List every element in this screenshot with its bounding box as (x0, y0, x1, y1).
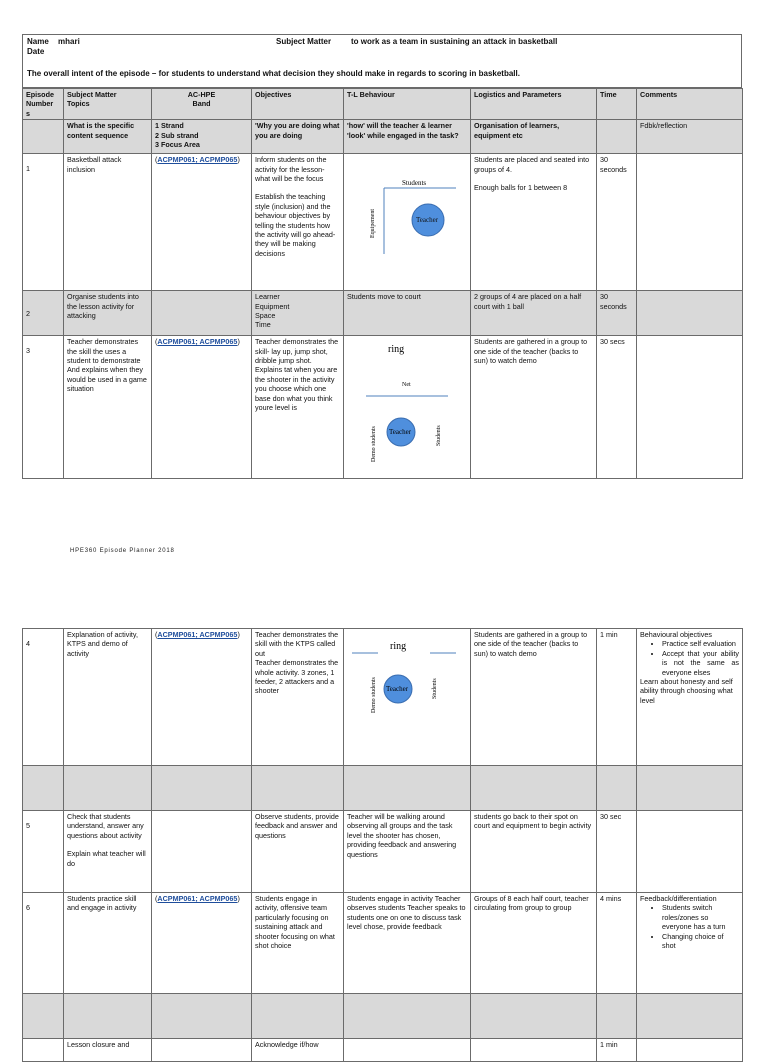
ring-label: ring (390, 641, 407, 652)
objectives-cell: Teacher demonstrates the skill with the KTPS called out Teacher demonstrates the whole activity. 3 zones, 1 feeder, 2 attackers and a shooter (252, 629, 344, 766)
curriculum-link[interactable]: ACPMP061; ACPMP065 (157, 337, 238, 347)
objectives-cell: Teacher demonstrates the skill- lay up, jump shot, dribble jump shot. Explains tat when you are the shooter in the activity you choose which one base don what you think youre level is (252, 336, 344, 479)
episode-number: 5 (23, 811, 64, 893)
logistics-cell: Students are gathered in a group to one side of the teacher (backs to sun) to watch demo (471, 336, 597, 479)
sub-logistics: Organisation of learners, equipment etc (471, 120, 597, 154)
table-row (23, 811, 743, 893)
table-row (23, 893, 743, 994)
table-row (23, 291, 743, 336)
time-cell: 30 sec (597, 811, 637, 893)
table-row (23, 154, 743, 291)
topic-cell: Check that students understand, answer any questions about activity Explain what teacher will do (64, 811, 152, 893)
demo-students-label: Demo students (371, 677, 377, 713)
episode-table-page-2 (22, 628, 743, 1062)
time-cell: 30 secs (597, 336, 637, 479)
col-episode-number: Episode Number s (23, 89, 64, 120)
logistics-cell: Groups of 8 each half court, teacher circulating from group to group (471, 893, 597, 994)
sub-tl-behaviour: 'how' will the teacher & learner 'look' while engaged in the task? (344, 120, 471, 154)
teacher-label: Teacher (416, 216, 439, 225)
col-band: AC-HPE Band (152, 89, 252, 120)
tl-diagram-cell (344, 336, 471, 479)
time-cell: 30 seconds (597, 154, 637, 291)
time-cell: 30 seconds (597, 291, 637, 336)
subheader-row (23, 120, 743, 154)
objectives-cell: Acknowledge if/how (252, 1039, 344, 1062)
objectives-cell: Observe students, provide feedback and answer and questions (252, 811, 344, 893)
comments-cell: Feedback/differentiation • Students switch roles/zones so everyone has a turn • Changing choice of shot (637, 893, 743, 994)
table-row (23, 629, 743, 766)
band-cell: (ACPMP061; ACPMP065) (152, 154, 252, 291)
col-comments: Comments (637, 89, 743, 120)
topic-cell: Explanation of activity, KTPS and demo of activity (64, 629, 152, 766)
time-cell: 1 min (597, 1039, 637, 1062)
overall-intent: The overall intent of the episode – for students to understand what decision they should make in regards to scoring in basketball. (27, 69, 520, 78)
name-label: Name (27, 37, 49, 46)
list-item: • Changing choice of shot (662, 932, 739, 951)
band-cell: (ACPMP061; ACPMP065) (152, 629, 252, 766)
col-time: Time (597, 89, 637, 120)
date-label: Date (27, 47, 45, 56)
students-label: Students (436, 425, 442, 447)
curriculum-link[interactable]: ACPMP061; ACPMP065 (157, 630, 238, 639)
logistics-cell: Students are gathered in a group to one side of the teacher (backs to sun) to watch demo (471, 629, 597, 766)
topic-cell: Teacher demonstrates the skill the uses a student to demonstrate And explains when they would be used in a game situation (64, 336, 152, 479)
list-item: • Practice self evaluation (662, 639, 739, 648)
sub-topics: What is the specific content sequence (64, 120, 152, 154)
episode-number: 1 (23, 154, 64, 291)
band-cell: (ACPMP061; ACPMP065) (152, 893, 252, 994)
tl-diagram-cell (344, 629, 471, 766)
episode-header (22, 34, 742, 88)
col-objectives: Objectives (252, 89, 344, 120)
logistics-cell: students go back to their spot on court and equipment to begin activity (471, 811, 597, 893)
episode-number: 4 (23, 629, 64, 766)
ring-label: ring (388, 344, 405, 356)
table-row (23, 1039, 743, 1062)
teacher-label: Teacher (386, 685, 409, 693)
topic-cell: Lesson closure and (64, 1039, 152, 1062)
topic-cell: Basketball attack inclusion (64, 154, 152, 291)
court-diagram (344, 336, 471, 467)
time-cell: 1 min (597, 629, 637, 766)
topic-cell: Students practice skill and engage in activity (64, 893, 152, 994)
list-item: • Students switch roles/zones so everyone has a turn (662, 903, 739, 931)
tl-cell: Students engage in activity Teacher observes students Teacher speaks to students one on one to discuss task level chose, provide feedback (344, 893, 471, 994)
demo-students-label: Demo students (371, 426, 377, 463)
court-diagram (344, 629, 471, 754)
students-label: Students (402, 179, 427, 188)
band-cell: (ACPMP061; ACPMP065) (152, 336, 252, 479)
students-label: Students (432, 678, 438, 699)
curriculum-link[interactable]: ACPMP061; ACPMP065 (157, 155, 238, 165)
teacher-label: Teacher (389, 428, 412, 437)
tl-cell: Teacher will be walking around observing all groups and the task level the shooter has chosen, providing feedback and answering questions (344, 811, 471, 893)
curriculum-link[interactable]: ACPMP061; ACPMP065 (157, 894, 238, 903)
episode-number: 6 (23, 893, 64, 994)
col-logistics: Logistics and Parameters (471, 89, 597, 120)
subject-matter-value: to work as a team in sustaining an attack in basketball (351, 37, 558, 46)
court-diagram (344, 154, 471, 279)
list-item: • Accept that your ability is not the same as everyone elses (662, 649, 739, 677)
blank-row (23, 994, 743, 1039)
objectives-cell: Students engage in activity, offensive team particularly focusing on sustaining attack and shooter focusing on what shot choice (252, 893, 344, 994)
episode-number: 2 (23, 291, 64, 336)
objectives-cell: Learner Equipment Space Time (252, 291, 344, 336)
net-label: Net (402, 382, 411, 389)
sub-objectives: 'Why you are doing what you are doing (252, 120, 344, 154)
col-topics: Subject Matter Topics (64, 89, 152, 120)
sub-comments: Fdbk/reflection (637, 120, 743, 154)
blank-row (23, 766, 743, 811)
page-footer: HPE360 Episode Planner 2018 (70, 548, 175, 554)
logistics-cell: Students are placed and seated into groups of 4. Enough balls for 1 between 8 (471, 154, 597, 291)
episode-number: 3 (23, 336, 64, 479)
col-tl-behaviour: T-L Behaviour (344, 89, 471, 120)
objectives-cell: Inform students on the activity for the lesson- what will be the focus Establish the teaching style (inclusion) and the behaviour objectives by telling the students how the activity will go ahead- they will be making decisions (252, 154, 344, 291)
episode-table-page-1 (22, 88, 743, 479)
column-header-row (23, 89, 743, 120)
topic-cell: Organise students into the lesson activity for attacking (64, 291, 152, 336)
tl-cell: Students move to court (344, 291, 471, 336)
sub-band: 1 Strand 2 Sub strand 3 Focus Area (152, 120, 252, 154)
tl-diagram-cell (344, 154, 471, 291)
time-cell: 4 mins (597, 893, 637, 994)
table-row (23, 336, 743, 479)
subject-matter-label: Subject Matter (276, 37, 332, 46)
logistics-cell: 2 groups of 4 are placed on a half court with 1 ball (471, 291, 597, 336)
comments-cell: Behavioural objectives • Practice self evaluation • Accept that your ability is not the same as everyone elses Learn about honesty and self ability through choosing what level (637, 629, 743, 766)
name-value: mhari (58, 37, 80, 46)
equipment-label: Equipement (370, 209, 376, 239)
